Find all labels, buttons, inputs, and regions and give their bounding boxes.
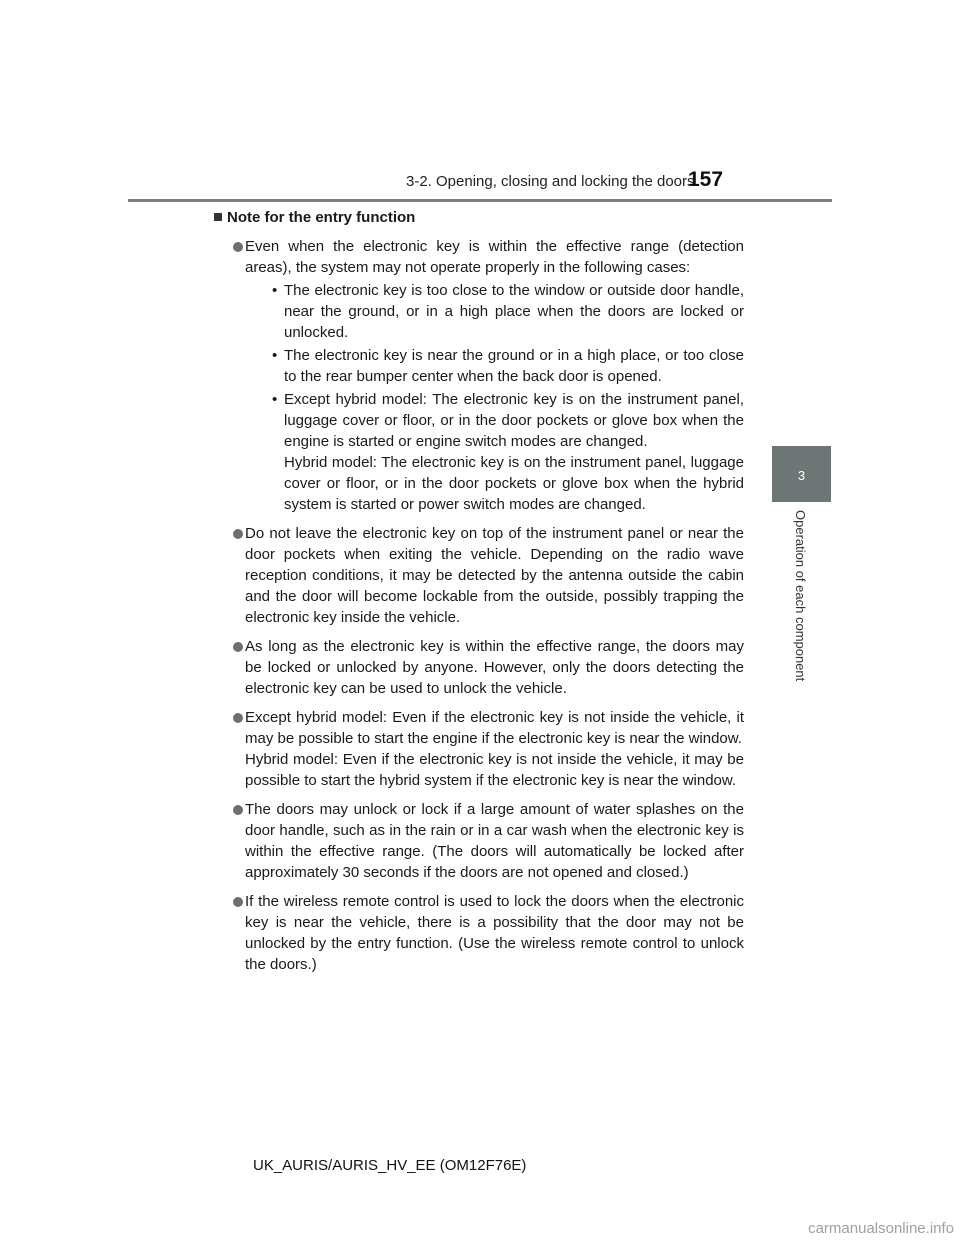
chapter-tab-label-text: Operation of each component: [793, 510, 808, 682]
running-header-section: 3-2. Opening, closing and locking the doors: [406, 173, 695, 190]
list-item: [218, 799, 744, 883]
page-number: 157: [688, 168, 724, 191]
sub-list-item-text: The electronic key is too close to the window or outside door handle, near the ground, or in a high place when the doors are locked or unlocked.: [284, 282, 744, 341]
list-item-text: Do not leave the electronic key on top of the instrument panel or near the door pockets when exiting the vehicle. Depending on the radio wave reception conditions, it may be detected by the antenna outside the cabin and the door will become lockable from the outside, possibly trapping the electronic key inside the vehicle.: [245, 525, 744, 626]
sub-list-item: [245, 389, 744, 515]
list-item-text: Except hybrid model: Even if the electronic key is not inside the vehicle, it may be possible to start the engine if the electronic key is near the window.: [245, 709, 744, 747]
sub-list-item-continuation: Hybrid model: The electronic key is on the instrument panel, luggage cover or floor, or in the door pockets or glove box when the hybrid system is started or power switch modes are changed.: [284, 454, 744, 513]
round-bullet-icon: [233, 805, 243, 815]
manual-code-footer: UK_AURIS/AURIS_HV_EE (OM12F76E): [253, 1157, 527, 1174]
sub-list-item-text: The electronic key is near the ground or in a high place, or too close to the rear bumper center when the back door is opened.: [284, 347, 744, 385]
round-bullet-icon: [233, 642, 243, 652]
sub-bullet-icon: •: [272, 282, 278, 299]
square-bullet-icon: [214, 213, 222, 221]
round-bullet-icon: [233, 713, 243, 723]
section-heading-text: Note for the entry function: [227, 209, 416, 226]
list-item-continuation: Hybrid model: Even if the electronic key is not inside the vehicle, it may be possible to start the hybrid system if the electronic key is near the window.: [245, 751, 744, 789]
sub-bullet-icon: •: [272, 391, 278, 408]
list-item-text: If the wireless remote control is used to lock the doors when the electronic key is near the vehicle, there is a possibility that the door may not be unlocked by the entry function. (Use the wireless remote control to unlock the doors.): [245, 893, 744, 973]
sub-bullet-icon: •: [272, 347, 278, 364]
list-item: [218, 236, 744, 515]
section-heading: [214, 207, 744, 228]
list-item-text: As long as the electronic key is within the effective range, the doors may be locked or unlocked by anyone. However, only the doors detecting the electronic key can be used to unlock the vehicle.: [245, 638, 744, 697]
sub-list-item-text: Except hybrid model: The electronic key is on the instrument panel, luggage cover or floor, or in the door pockets or glove box when the engine is started or engine switch modes are changed.: [284, 391, 744, 450]
list-item: [218, 636, 744, 699]
round-bullet-icon: [233, 897, 243, 907]
list-item: [218, 523, 744, 628]
chapter-tab-label: [772, 502, 831, 708]
round-bullet-icon: [233, 242, 243, 252]
header-divider: [128, 199, 832, 202]
chapter-tab-number: 3: [772, 446, 831, 502]
list-item-text: Even when the electronic key is within the effective range (detection areas), the system may not operate properly in the following cases:: [245, 238, 744, 276]
sub-list-item: [245, 345, 744, 387]
watermark: carmanualsonline.info: [808, 1220, 954, 1237]
list-item: [218, 707, 744, 791]
page-body: [218, 207, 744, 983]
round-bullet-icon: [233, 529, 243, 539]
list-item: [218, 891, 744, 975]
sub-list-item: [245, 280, 744, 343]
list-item-text: The doors may unlock or lock if a large amount of water splashes on the door handle, such as in the rain or in a car wash when the electronic key is within the effective range. (The doors will automatically be locked after approximately 30 seconds if the doors are not opened and closed.): [245, 801, 744, 881]
